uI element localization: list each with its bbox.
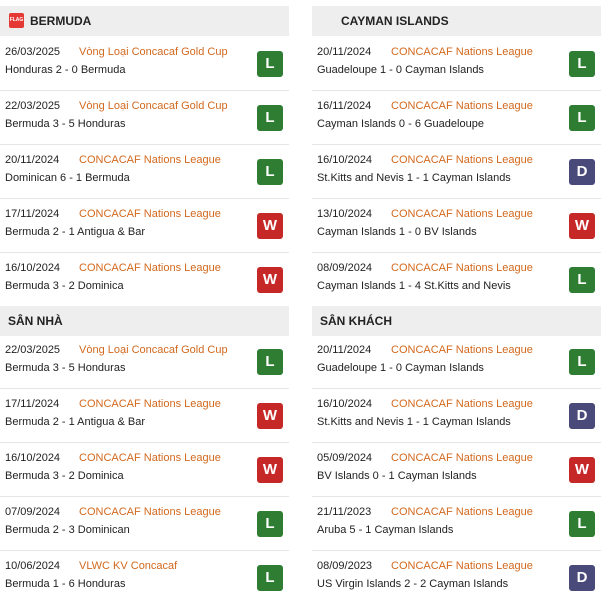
home-header — [0, 306, 289, 336]
match-row[interactable] — [312, 389, 601, 443]
team-title: BERMUDA — [30, 14, 92, 28]
result-badge: L — [569, 105, 595, 131]
result-badge: D — [569, 403, 595, 429]
match-score: St.Kitts and Nevis 1 - 1 Cayman Islands — [317, 172, 511, 184]
league-link[interactable]: CONCACAF Nations League — [391, 452, 533, 464]
match-date: 17/11/2024 — [5, 398, 60, 410]
match-row[interactable] — [312, 91, 601, 145]
match-date: 20/11/2024 — [5, 154, 60, 166]
match-score: St.Kitts and Nevis 1 - 1 Cayman Islands — [317, 416, 511, 428]
league-link[interactable]: VLWC KV Concacaf — [79, 560, 178, 572]
result-badge: W — [257, 457, 283, 483]
result-badge: L — [569, 349, 595, 375]
match-date: 20/11/2024 — [317, 46, 372, 58]
match-score: Honduras 2 - 0 Bermuda — [5, 64, 126, 76]
result-badge: L — [569, 51, 595, 77]
match-date: 22/03/2025 — [5, 344, 61, 356]
match-row[interactable] — [0, 145, 289, 199]
league-link[interactable]: CONCACAF Nations League — [391, 262, 533, 274]
result-badge: L — [257, 511, 283, 537]
league-link[interactable]: CONCACAF Nations League — [391, 506, 533, 518]
match-date: 16/11/2024 — [317, 100, 372, 112]
league-link[interactable]: CONCACAF Nations League — [391, 46, 533, 58]
result-badge: W — [257, 267, 283, 293]
match-date: 20/11/2024 — [317, 344, 372, 356]
match-row[interactable] — [0, 199, 289, 253]
match-row[interactable] — [0, 551, 289, 605]
match-score: Guadeloupe 1 - 0 Cayman Islands — [317, 362, 484, 374]
match-row[interactable] — [0, 253, 289, 307]
match-score: Bermuda 3 - 2 Dominica — [5, 280, 124, 292]
match-date: 08/09/2024 — [317, 262, 373, 274]
league-link[interactable]: Vòng Loại Concacaf Gold Cup — [79, 46, 228, 58]
result-badge: L — [257, 105, 283, 131]
match-score: Aruba 5 - 1 Cayman Islands — [317, 524, 454, 536]
league-link[interactable]: CONCACAF Nations League — [391, 154, 533, 166]
league-link[interactable]: CONCACAF Nations League — [79, 398, 221, 410]
match-date: 05/09/2024 — [317, 452, 373, 464]
match-row[interactable] — [312, 497, 601, 551]
match-score: Bermuda 3 - 5 Honduras — [5, 118, 126, 130]
match-score: Dominican 6 - 1 Bermuda — [5, 172, 130, 184]
match-row[interactable] — [312, 335, 601, 389]
match-score: Guadeloupe 1 - 0 Cayman Islands — [317, 64, 484, 76]
result-badge: L — [257, 51, 283, 77]
league-link[interactable]: CONCACAF Nations League — [79, 506, 221, 518]
team-title: CAYMAN ISLANDS — [341, 14, 449, 28]
match-score: Bermuda 3 - 2 Dominica — [5, 470, 124, 482]
league-link[interactable]: CONCACAF Nations League — [79, 208, 221, 220]
cayman-header — [312, 6, 601, 36]
match-date: 21/11/2023 — [317, 506, 372, 518]
match-date: 22/03/2025 — [5, 100, 61, 112]
match-score: Cayman Islands 1 - 4 St.Kitts and Nevis — [317, 280, 511, 292]
match-row[interactable] — [312, 253, 601, 307]
match-score: Bermuda 2 - 3 Dominican — [5, 524, 130, 536]
match-date: 08/09/2023 — [317, 560, 373, 572]
away-header — [312, 306, 601, 336]
match-row[interactable] — [312, 145, 601, 199]
match-date: 26/03/2025 — [5, 46, 61, 58]
result-badge: W — [569, 213, 595, 239]
league-link[interactable]: Vòng Loại Concacaf Gold Cup — [79, 100, 228, 112]
match-row[interactable] — [312, 443, 601, 497]
match-score: BV Islands 0 - 1 Cayman Islands — [317, 470, 477, 482]
match-row[interactable] — [0, 91, 289, 145]
result-badge: L — [257, 159, 283, 185]
match-date: 07/09/2024 — [5, 506, 61, 518]
result-badge: L — [257, 349, 283, 375]
match-score: Cayman Islands 1 - 0 BV Islands — [317, 226, 477, 238]
match-row[interactable] — [312, 37, 601, 91]
league-link[interactable]: CONCACAF Nations League — [391, 398, 533, 410]
match-score: US Virgin Islands 2 - 2 Cayman Islands — [317, 578, 509, 590]
result-badge: D — [569, 565, 595, 591]
bermuda-header — [0, 6, 289, 36]
match-score: Bermuda 2 - 1 Antigua & Bar — [5, 416, 146, 428]
match-row[interactable] — [0, 389, 289, 443]
result-badge: W — [569, 457, 595, 483]
league-link[interactable]: CONCACAF Nations League — [79, 154, 221, 166]
league-link[interactable]: CONCACAF Nations League — [391, 208, 533, 220]
result-badge: L — [569, 267, 595, 293]
result-badge: D — [569, 159, 595, 185]
away-title: SÂN KHÁCH — [320, 314, 392, 328]
result-badge: W — [257, 403, 283, 429]
match-date: 13/10/2024 — [317, 208, 373, 220]
match-date: 17/11/2024 — [5, 208, 60, 220]
match-date: 16/10/2024 — [5, 262, 61, 274]
match-score: Bermuda 1 - 6 Honduras — [5, 578, 126, 590]
result-badge: L — [257, 565, 283, 591]
match-row[interactable] — [312, 199, 601, 253]
match-score: Bermuda 3 - 5 Honduras — [5, 362, 126, 374]
result-badge: W — [257, 213, 283, 239]
match-row[interactable] — [0, 497, 289, 551]
league-link[interactable]: Vòng Loại Concacaf Gold Cup — [79, 344, 228, 356]
bermuda-flag-icon: FLAG — [9, 13, 24, 28]
match-row[interactable] — [0, 335, 289, 389]
home-title: SÂN NHÀ — [8, 314, 63, 328]
match-score: Bermuda 2 - 1 Antigua & Bar — [5, 226, 146, 238]
match-date: 16/10/2024 — [317, 154, 373, 166]
result-badge: L — [569, 511, 595, 537]
league-link[interactable]: CONCACAF Nations League — [79, 452, 221, 464]
match-row[interactable] — [312, 551, 601, 605]
league-link[interactable]: CONCACAF Nations League — [391, 560, 533, 572]
league-link[interactable]: CONCACAF Nations League — [391, 100, 533, 112]
match-score: Cayman Islands 0 - 6 Guadeloupe — [317, 118, 484, 130]
match-date: 10/06/2024 — [5, 560, 61, 572]
match-row[interactable] — [0, 37, 289, 91]
league-link[interactable]: CONCACAF Nations League — [79, 262, 221, 274]
match-date: 16/10/2024 — [5, 452, 61, 464]
league-link[interactable]: CONCACAF Nations League — [391, 344, 533, 356]
match-row[interactable] — [0, 443, 289, 497]
match-date: 16/10/2024 — [317, 398, 373, 410]
